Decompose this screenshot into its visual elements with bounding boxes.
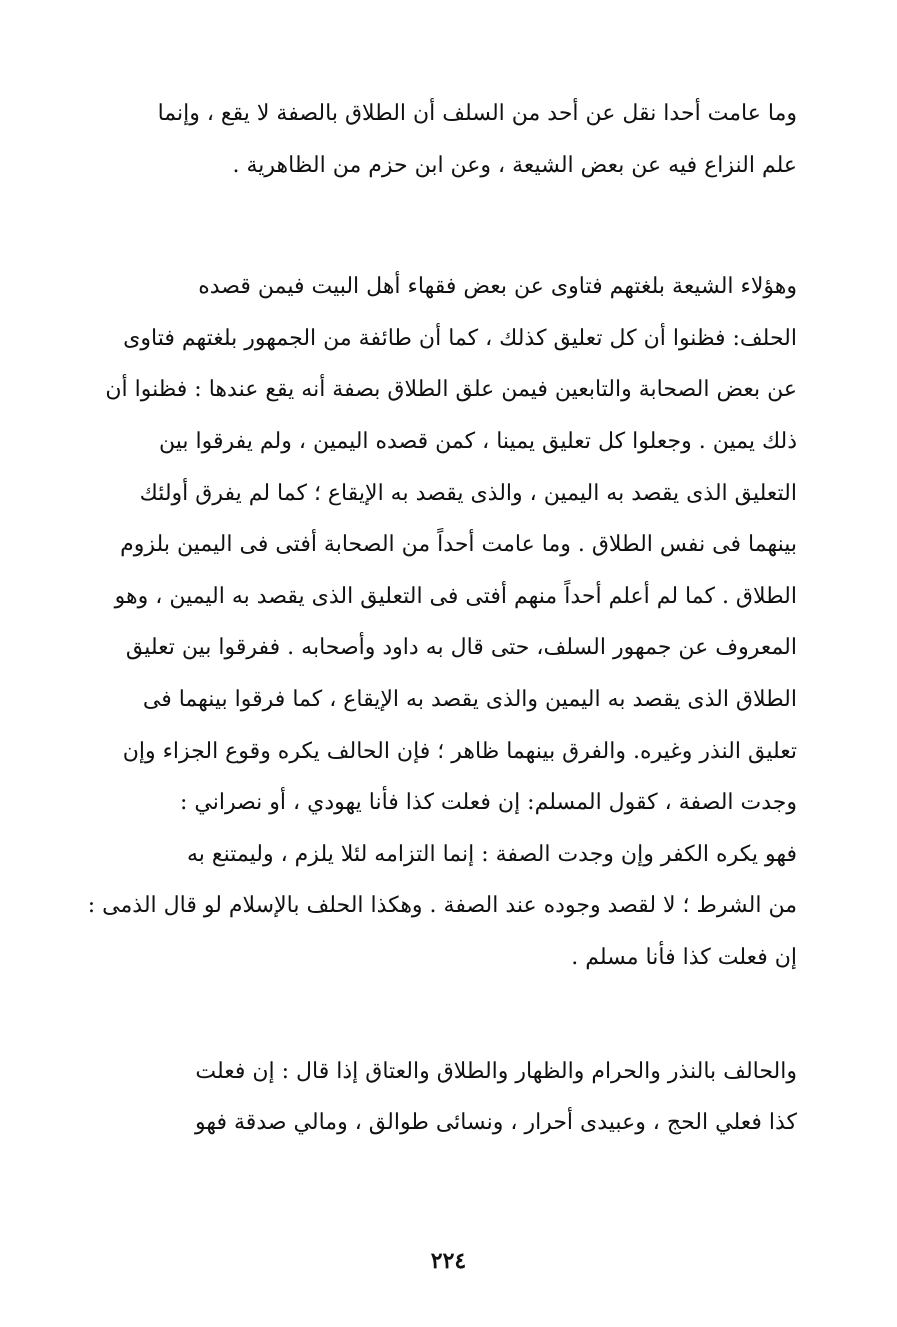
text-line: تعليق النذر وغيره. والفرق بينهما ظاهر ؛ فإن الحالف يكره وقوع الجزاء وإن (122, 738, 797, 764)
page-number: ٢٢٤ (430, 1248, 467, 1274)
paragraph-spacer (72, 191, 797, 261)
text-line: عن بعض الصحابة والتابعين فيمن علق الطلاق بصفة أنه يقع عندها : فظنوا أن (105, 377, 797, 403)
text-line: والحالف بالنذر والحرام والظهار والطلاق والعتاق إذا قال : إن فعلت (195, 1058, 797, 1084)
paragraph-1 (72, 88, 797, 191)
text-line: الطلاق . كما لم أعلم أحداً منهم أفتى فى التعليق الذى يقصد به اليمين ، وهو (114, 583, 797, 609)
text-line: وما عامت أحدا نقل عن أحد من السلف أن الطلاق بالصفة لا يقع ، وإنما (157, 101, 797, 126)
text-line: وجدت الصفة ، كقول المسلم: إن فعلت كذا فأنا يهودي ، أو نصراني : (179, 790, 797, 816)
text-line: علم النزاع فيه عن بعض الشيعة ، وعن ابن حزم من الظاهرية . (232, 152, 797, 178)
text-line: ذلك يمين . وجعلوا كل تعليق يمينا ، كمن قصده اليمين ، ولم يفرقوا بين (159, 428, 797, 454)
text-line: فهو يكره الكفر وإن وجدت الصفة : إنما التزامه لئلا يلزم ، وليمتنع به (187, 841, 797, 867)
text-line: الطلاق الذى يقصد به اليمين والذى يقصد به الإيقاع ، كما فرقوا بينهما فى (142, 686, 797, 712)
text-line: الحلف: فظنوا أن كل تعليق كذلك ، كما أن طائفة من الجمهور بلغتهم فتاوى (123, 325, 797, 351)
text-line: بينهما فى نفس الطلاق . وما عامت أحداً من الصحابة أفتى فى اليمين بلزوم (120, 532, 797, 558)
page-body (72, 88, 797, 1149)
paragraph-spacer (72, 984, 797, 1046)
text-line: وهؤلاء الشيعة بلغتهم فتاوى عن بعض فقهاء أهل البيت فيمن قصده (198, 274, 797, 300)
text-line: التعليق الذى يقصد به اليمين ، والذى يقصد به الإيقاع ؛ كما لم يفرق أولئك (139, 480, 797, 506)
paragraph-3 (72, 1046, 797, 1149)
text-line: المعروف عن جمهور السلف، حتى قال به داود وأصحابه . ففرقوا بين تعليق (125, 635, 797, 661)
text-line: كذا فعلي الحج ، وعبيدى أحرار ، ونسائى طوالق ، ومالي صدقة فهو (195, 1110, 797, 1136)
text-line: إن فعلت كذا فأنا مسلم . (571, 944, 797, 970)
paragraph-2 (72, 261, 797, 983)
text-line: من الشرط ؛ لا لقصد وجوده عند الصفة . وهكذا الحلف بالإسلام لو قال الذمى : (87, 893, 797, 919)
